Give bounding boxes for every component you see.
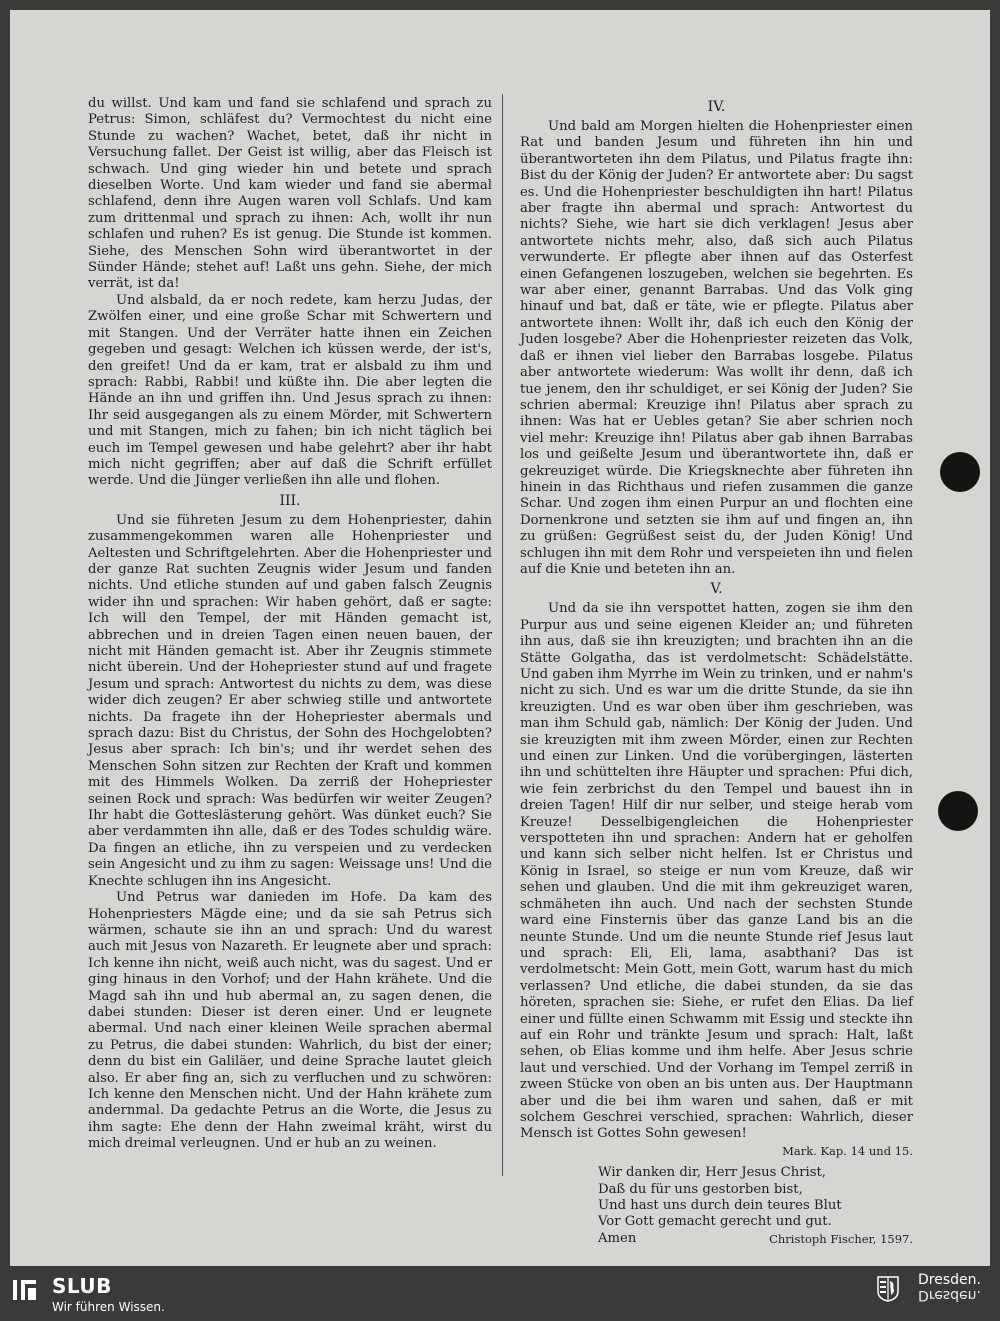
- paragraph: du willst. Und kam und fand sie schlafend und sprach zu Petrus: Simon, schläfest du? Vermochtest du nicht eine Stunde zu wachen? Wachet, betet, daß ihr nicht in Versuchung fallet. Der Geist ist willig, aber das Fleisch ist schwach. Und ging wieder hin und betete und sprach dieselben Worte. Und kam wieder und fand sie abermal schlafend, denn ihre Augen waren voll Schlafs. Und kam zum drittenmal und sprach zu ihnen: Ach, wollt ihr nun schlafen und ruhen? Es ist genug. Die Stunde ist kommen. Siehe, des Menschen Sohn wird überantwortet in der Sünder Hände; stehet auf! Laßt uns gehn. Siehe, der mich verrät, ist da!: [88, 96, 492, 292]
- punch-hole: [940, 452, 980, 492]
- paragraph: Und sie führeten Jesum zu dem Hohenpriester, dahin zusammengekommen waren alle Hohenpriester und Aeltesten und Schriftgelehrten. Aber die Hohenpriester und der ganze Rat suchten Zeugnis wider Jesum und fanden nichts. Und etliche stunden auf und gaben falsch Zeugnis wider ihn und sprachen: Wir haben gehört, daß er sagte: Ich will den Tempel, der mit Händen gemacht ist, abbrechen und in dreien Tagen einen neuen bauen, der nicht mit Händen gemacht ist. Aber ihr Zeugnis stimmete nicht überein. Und der Hohepriester stund auf und fragete Jesum und sprach: Antwortest du nichts zu dem, was diese wider dich zeugen? Er aber schwieg stille und antwortete nichts. Da fragete ihn der Hohepriester abermals und sprach dazu: Bist du Christus, der Sohn des Hochgelobten? Jesus aber sprach: Ich bin's; und ihr werdet sehen des Menschen Sohn sitzen zur Rechten der Kraft und kommen mit des Himmels Wolken. Da zerriß der Hohepriester seinen Rock und sprach: Was bedürfen wir weiter Zeugen? Ihr habt die Gotteslästerung gehört. Was dünket euch? Sie aber verdammten ihn alle, daß er des Todes schuldig wäre. Da fingen an etliche, ihn zu verspeien und zu verdecken sein Angesicht und zu ihm zu sagen: Weissage uns! Und die Knechte schlugen ihn ins Angesicht.: [88, 512, 492, 889]
- city-name-reflection: Dresden.: [918, 1287, 981, 1303]
- library-name: SLUB: [52, 1274, 112, 1298]
- paragraph: Und bald am Morgen hielten die Hohenpriester einen Rat und banden Jesum und führeten ihn hin und überantworteten ihn dem Pilatus, und Pilatus fragte ihn: Bist du der König der Juden? Er antwortete aber: Du sagst es. Und die Hohenpriester beschuldigten ihn hart! Pilatus aber fragte ihn abermal und sprach: Antwortest du nichts? Siehe, wie hart sie dich verklagen! Jesus aber antwortete nichts mehr, also, daß sich auch Pilatus verwunderte. Er pflegte aber ihnen auf das Osterfest einen Gefangenen loszugeben, welchen sie begehrten. Es war aber einer, genannt Barrabas. Und das Volk ging hinauf und bat, daß er täte, wie er pflegte. Pilatus aber antwortete ihnen: Wollt ihr, daß ich euch den König der Juden losgebe? Aber die Hohenpriester reizeten das Volk, daß er ihnen viel lieber den Barrabas losgebe. Pilatus aber antwortete wiederum: Was wollt ihr denn, daß ich tue jenem, den ihr schuldiget, er sei König der Juden? Sie schrien abermal: Kreuzige ihn! Pilatus aber sprach zu ihnen: Was hat er Uebles getan? Sie aber schrien noch viel mehr: Kreuzige ihn! Pilatus aber gab ihnen Barrabas los und geißelte Jesum und überantwortete ihn, daß er gekreuziget würde. Die Kriegsknechte aber führeten ihn hinein in das Richthaus und riefen zusammen die ganze Schar. Und zogen ihm einen Purpur an und flochten eine Dornenkrone und setzten sie ihm auf und fingen an, ihn zu grüßen: Gegrüßest seist du, der Juden König! Und schlugen ihn mit dem Rohr und verspeieten ihn und fielen auf die Knie und beteten ihn an.: [520, 119, 913, 577]
- library-tagline: Wir führen Wissen.: [52, 1300, 165, 1314]
- paragraph: Und alsbald, da er noch redete, kam herzu Judas, der Zwölfen einer, und eine große Schar mit Schwertern und mit Stangen. Und der Verräter hatte ihnen ein Zeichen gegeben und gesagt: Welchen ich küssen werde, der ist's, den greifet! Und da er kam, trat er alsbald zu ihm und sprach: Rabbi, Rabbi! und küßte ihn. Die aber legten die Hände an ihn und griffen ihn. Und Jesus sprach zu ihnen: Ihr seid ausgegangen als zu einem Mörder, mit Schwertern und mit Stangen, mich zu fahen; bin ich nicht täglich bei euch im Tempel gewesen und habe gelehrt? aber ihr habt mich nicht gegriffen; aber auf daß die Schrift erfüllet werde. Und die Jünger verließen ihn alle und flohen.: [88, 292, 492, 489]
- hymn-author: Christoph Fischer, 1597.: [769, 1231, 913, 1246]
- city-name: Dresden.: [918, 1272, 981, 1288]
- section-heading-iv: IV.: [707, 99, 726, 115]
- right-column: [520, 96, 913, 1247]
- section-heading-iii: III.: [279, 492, 301, 509]
- paragraph: Und Petrus war danieden im Hofe. Da kam des Hohenpriesters Mägde eine; und da sie sah Petrus sich wärmen, schaute sie ihn an und sprach: Und du warest auch mit Jesus von Nazareth. Er leugnete aber und sprach: Ich kenne ihn nicht, weiß auch nicht, was du sagest. Und er ging hinaus in den Vorhof; und der Hahn krähete. Und die Magd sah ihn und hub abermal an, zu sagen denen, die dabei stunden: Dieser ist deren einer. Und er leugnete abermal. Und nach einer kleinen Weile sprachen abermal zu Petrus, die dabei stunden: Wahrlich, du bist der einer; denn du bist ein Galiläer, und deine Sprache lautet gleich also. Er aber fing an, sich zu verfluchen und zu schwören: Ich kenne den Menschen nicht. Und der Hahn krähete zum andernmal. Da gedachte Petrus an die Worte, die Jesus zu ihm sagte: Ehe denn der Hahn zweimal kräht, wirst du mich dreimal verleugnen. Und er hub an zu weinen.: [88, 890, 492, 1152]
- hymn-verse: [598, 1165, 913, 1247]
- left-column: [88, 96, 492, 1153]
- punch-hole: [938, 791, 978, 831]
- scripture-source: Mark. Kap. 14 und 15.: [782, 1143, 913, 1158]
- verse-line: Vor Gott gemacht gerecht und gut.: [598, 1214, 832, 1230]
- slub-logo-icon: [12, 1278, 38, 1302]
- column-divider: [502, 94, 503, 1176]
- paragraph: Und da sie ihn verspottet hatten, zogen sie ihm den Purpur aus und seine eigenen Kleider an; und führeten ihn aus, daß sie ihn kreuzigten; und brachten ihn an die Stätte Golgatha, das ist verdolmetscht: Schädelstätte. Und gaben ihm Myrrhe im Wein zu trinken, und er nahm's nicht zu sich. Und es war um die dritte Stunde, da sie ihn kreuzigten. Und es war oben über ihm geschrieben, was man ihm Schuld gab, nämlich: Der König der Juden. Und sie kreuzigten mit ihm zween Mörder, einen zur Rechten und einen zur Linken. Und die vorübergingen, lästerten ihn und schüttelten ihre Häupter und sprachen: Pfui dich, wie fein zerbrichst du den Tempel und bauest ihn in dreien Tagen! Hilf dir nur selber, und steige herab vom Kreuze! Desselbigengleichen die Hohenpriester verspotteten ihn und sprachen: Andern hat er geholfen und kann sich selber nicht helfen. Ist er Christus und König in Israel, so steige er nun vom Kreuze, daß wir sehen und glauben. Und die mit ihm gekreuziget waren, schmäheten ihn auch. Und nach der sechsten Stunde ward eine Finsternis über das ganze Land bis an die neunte Stunde. Und um die neunte Stunde rief Jesus laut und sprach: Eli, Eli, lama, asabthani? Das ist verdolmetscht: Mein Gott, mein Gott, warum hast du mich verlassen? Und etliche, die dabei stunden, da sie das höreten, sprachen sie: Siehe, er rufet den Elias. Da lief einer und füllte einen Schwamm mit Essig und steckte ihn auf ein Rohr und tränkte Jesum und sprach: Halt, laßt sehen, ob Elias komme und ihm helfe. Aber Jesus schrie laut und verschied. Und der Vorhang im Tempel zerriß in zween Stücke von oben an bis unten aus. Der Hauptmann aber und die bei ihm waren und sahen, daß er mit solchem Geschrei verschied, sprachen: Wahrlich, dieser Mensch ist Gottes Sohn gewesen!: [520, 601, 913, 1142]
- verse-line: Wir danken dir, Herr Jesus Christ,: [598, 1165, 826, 1181]
- section-heading-v: V.: [710, 581, 723, 598]
- verse-line: Daß du für uns gestorben bist,: [598, 1181, 803, 1197]
- footer-bar: [0, 1266, 1000, 1321]
- amen: Amen: [598, 1230, 637, 1246]
- dresden-crest-icon: [877, 1276, 899, 1302]
- scanned-page: [10, 10, 990, 1266]
- verse-line: Und hast uns durch dein teures Blut: [598, 1198, 842, 1213]
